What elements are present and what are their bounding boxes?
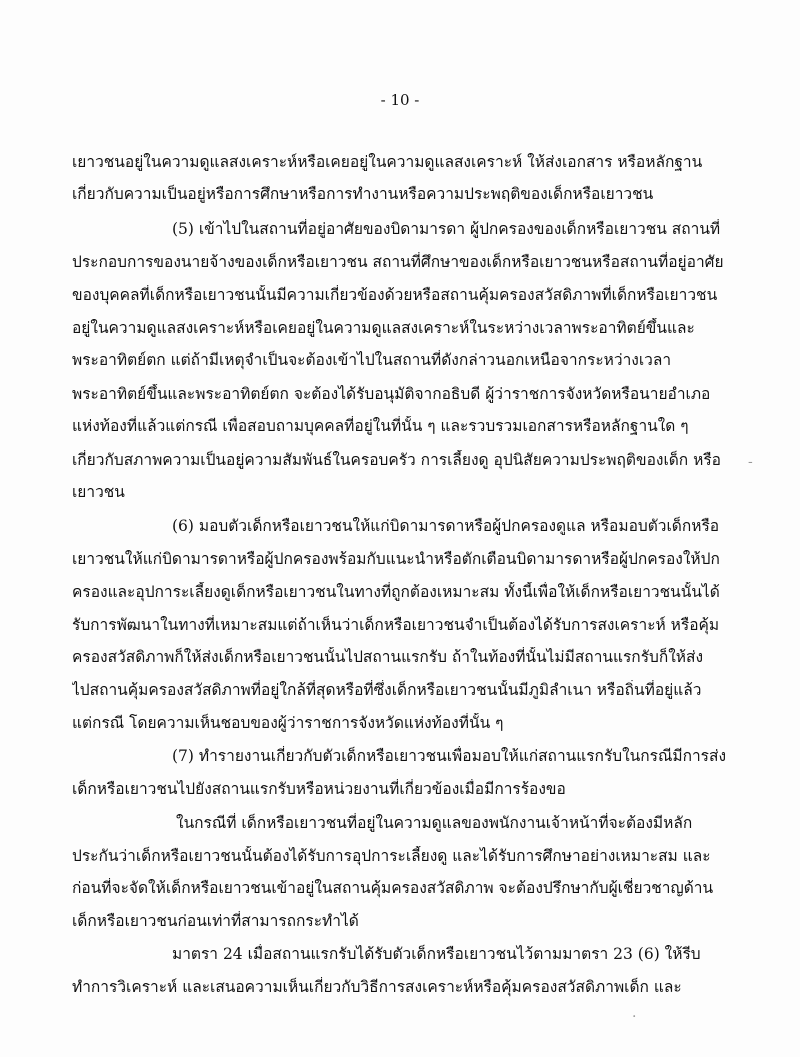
text-line: เด็กหรือเยาวชนก่อนเท่าที่สามารถกระทำได้: [72, 912, 359, 930]
text-line: พระอาทิตย์ขึ้นและพระอาทิตย์ตก จะต้องได้รับอนุมัติจากอธิบดี ผู้ว่าราชการจังหวัดหรือนายอำเภอ: [72, 385, 711, 403]
text-line: เกี่ยวกับความเป็นอยู่หรือการศึกษาหรือการทำงานหรือความประพฤติของเด็กหรือเยาวชน: [72, 185, 654, 203]
text-line: เยาวชนอยู่ในความดูแลสงเคราะห์หรือเคยอยู่ในความดูแลสงเคราะห์ ให้ส่งเอกสาร หรือหลักฐาน: [72, 153, 703, 171]
text-line: เยาวชน: [72, 483, 125, 501]
text-line: (6) มอบตัวเด็กหรือเยาวชนให้แก่บิดามารดาหรือผู้ปกครองดูแล หรือมอบตัวเด็กหรือ: [172, 517, 720, 535]
text-line: ประกอบการของนายจ้างของเด็กหรือเยาวชน สถานที่ศึกษาของเด็กหรือเยาวชนหรือสถานที่อยู่อาศัย: [72, 253, 724, 271]
text-line: เกี่ยวกับสภาพความเป็นอยู่ความสัมพันธ์ในครอบครัว การเลี้ยงดู อุปนิสัยความประพฤติของเด็ก หรือ: [72, 451, 721, 469]
text-line: ไปสถานคุ้มครองสวัสดิภาพที่อยู่ใกล้ที่สุดหรือที่ซึ่งเด็กหรือเยาวชนนั้นมีภูมิลำเนา หรือถิ่นที่อยู่แล้ว: [72, 681, 702, 699]
text-line: ประกันว่าเด็กหรือเยาวชนนั้นต้องได้รับการอุปการะเลี้ยงดู และได้รับการศึกษาอย่างเหมาะสม และ: [72, 847, 711, 865]
text-line: ก่อนที่จะจัดให้เด็กหรือเยาวชนเข้าอยู่ในสถานคุ้มครองสวัสดิภาพ จะต้องปรึกษากับผู้เชี่ยวชาญด้าน: [72, 879, 714, 897]
text-line: เด็กหรือเยาวชนไปยังสถานแรกรับหรือหน่วยงานที่เกี่ยวข้องเมื่อมีการร้องขอ: [72, 780, 566, 798]
text-line: (5) เข้าไปในสถานที่อยู่อาศัยของบิดามารดา ผู้ปกครองของเด็กหรือเยาวชน สถานที่: [172, 220, 721, 238]
text-line: ครองและอุปการะเลี้ยงดูเด็กหรือเยาวชนในทางที่ถูกต้องเหมาะสม ทั้งนี้เพื่อให้เด็กหรือเยาวชนนั้นได้: [72, 583, 720, 601]
text-line: ครองสวัสดิภาพก็ให้ส่งเด็กหรือเยาวชนนั้นไปสถานแรกรับ ถ้าในท้องที่นั้นไม่มีสถานแรกรับก็ให้ส่ง: [72, 648, 704, 666]
text-line: พระอาทิตย์ตก แต่ถ้ามีเหตุจำเป็นจะต้องเข้าไปในสถานที่ดังกล่าวนอกเหนือจากระหว่างเวลา: [72, 351, 672, 369]
scan-speck: -: [748, 454, 753, 470]
text-line: ในกรณีที่ เด็กหรือเยาวชนที่อยู่ในความดูแลของพนักงานเจ้าหน้าที่จะต้องมีหลัก: [176, 814, 693, 832]
text-line: เยาวชนให้แก่บิดามารดาหรือผู้ปกครองพร้อมกับแนะนำหรือตักเตือนบิดามารดาหรือผู้ปกครองให้ปก: [72, 550, 720, 568]
text-line: ของบุคคลที่เด็กหรือเยาวชนนั้นมีความเกี่ยวข้องด้วยหรือสถานคุ้มครองสวัสดิภาพที่เด็กหรือเยาวชน: [72, 286, 718, 304]
text-line: แห่งท้องที่แล้วแต่กรณี เพื่อสอบถามบุคคลที่อยู่ในที่นั้น ๆ และรวบรวมเอกสารหรือหลักฐานใด ๆ: [72, 417, 689, 435]
text-line: มาตรา 24 เมื่อสถานแรกรับได้รับตัวเด็กหรือเยาวชนไว้ตามมาตรา 23 (6) ให้รีบ: [172, 945, 701, 963]
text-line: ทำการวิเคราะห์ และเสนอความเห็นเกี่ยวกับวิธีการสงเคราะห์หรือคุ้มครองสวัสดิภาพเด็ก และ: [72, 978, 682, 996]
page-number: - 10 -: [380, 91, 420, 109]
scan-speck: ·: [632, 1009, 637, 1025]
text-line: (7) ทำรายงานเกี่ยวกับตัวเด็กหรือเยาวชนเพื่อมอบให้แก่สถานแรกรับในกรณีมีการส่ง: [172, 747, 727, 765]
text-line: รับการพัฒนาในทางที่เหมาะสมแต่ถ้าเห็นว่าเด็กหรือเยาวชนจำเป็นต้องได้รับการสงเคราะห์ หรือคุ้ม: [72, 616, 720, 634]
text-line: อยู่ในความดูแลสงเคราะห์หรือเคยอยู่ในความดูแลสงเคราะห์ในระหว่างเวลาพระอาทิตย์ขึ้นและ: [72, 319, 695, 337]
text-line: แต่กรณี โดยความเห็นชอบของผู้ว่าราชการจังหวัดแห่งท้องที่นั้น ๆ: [72, 714, 504, 732]
